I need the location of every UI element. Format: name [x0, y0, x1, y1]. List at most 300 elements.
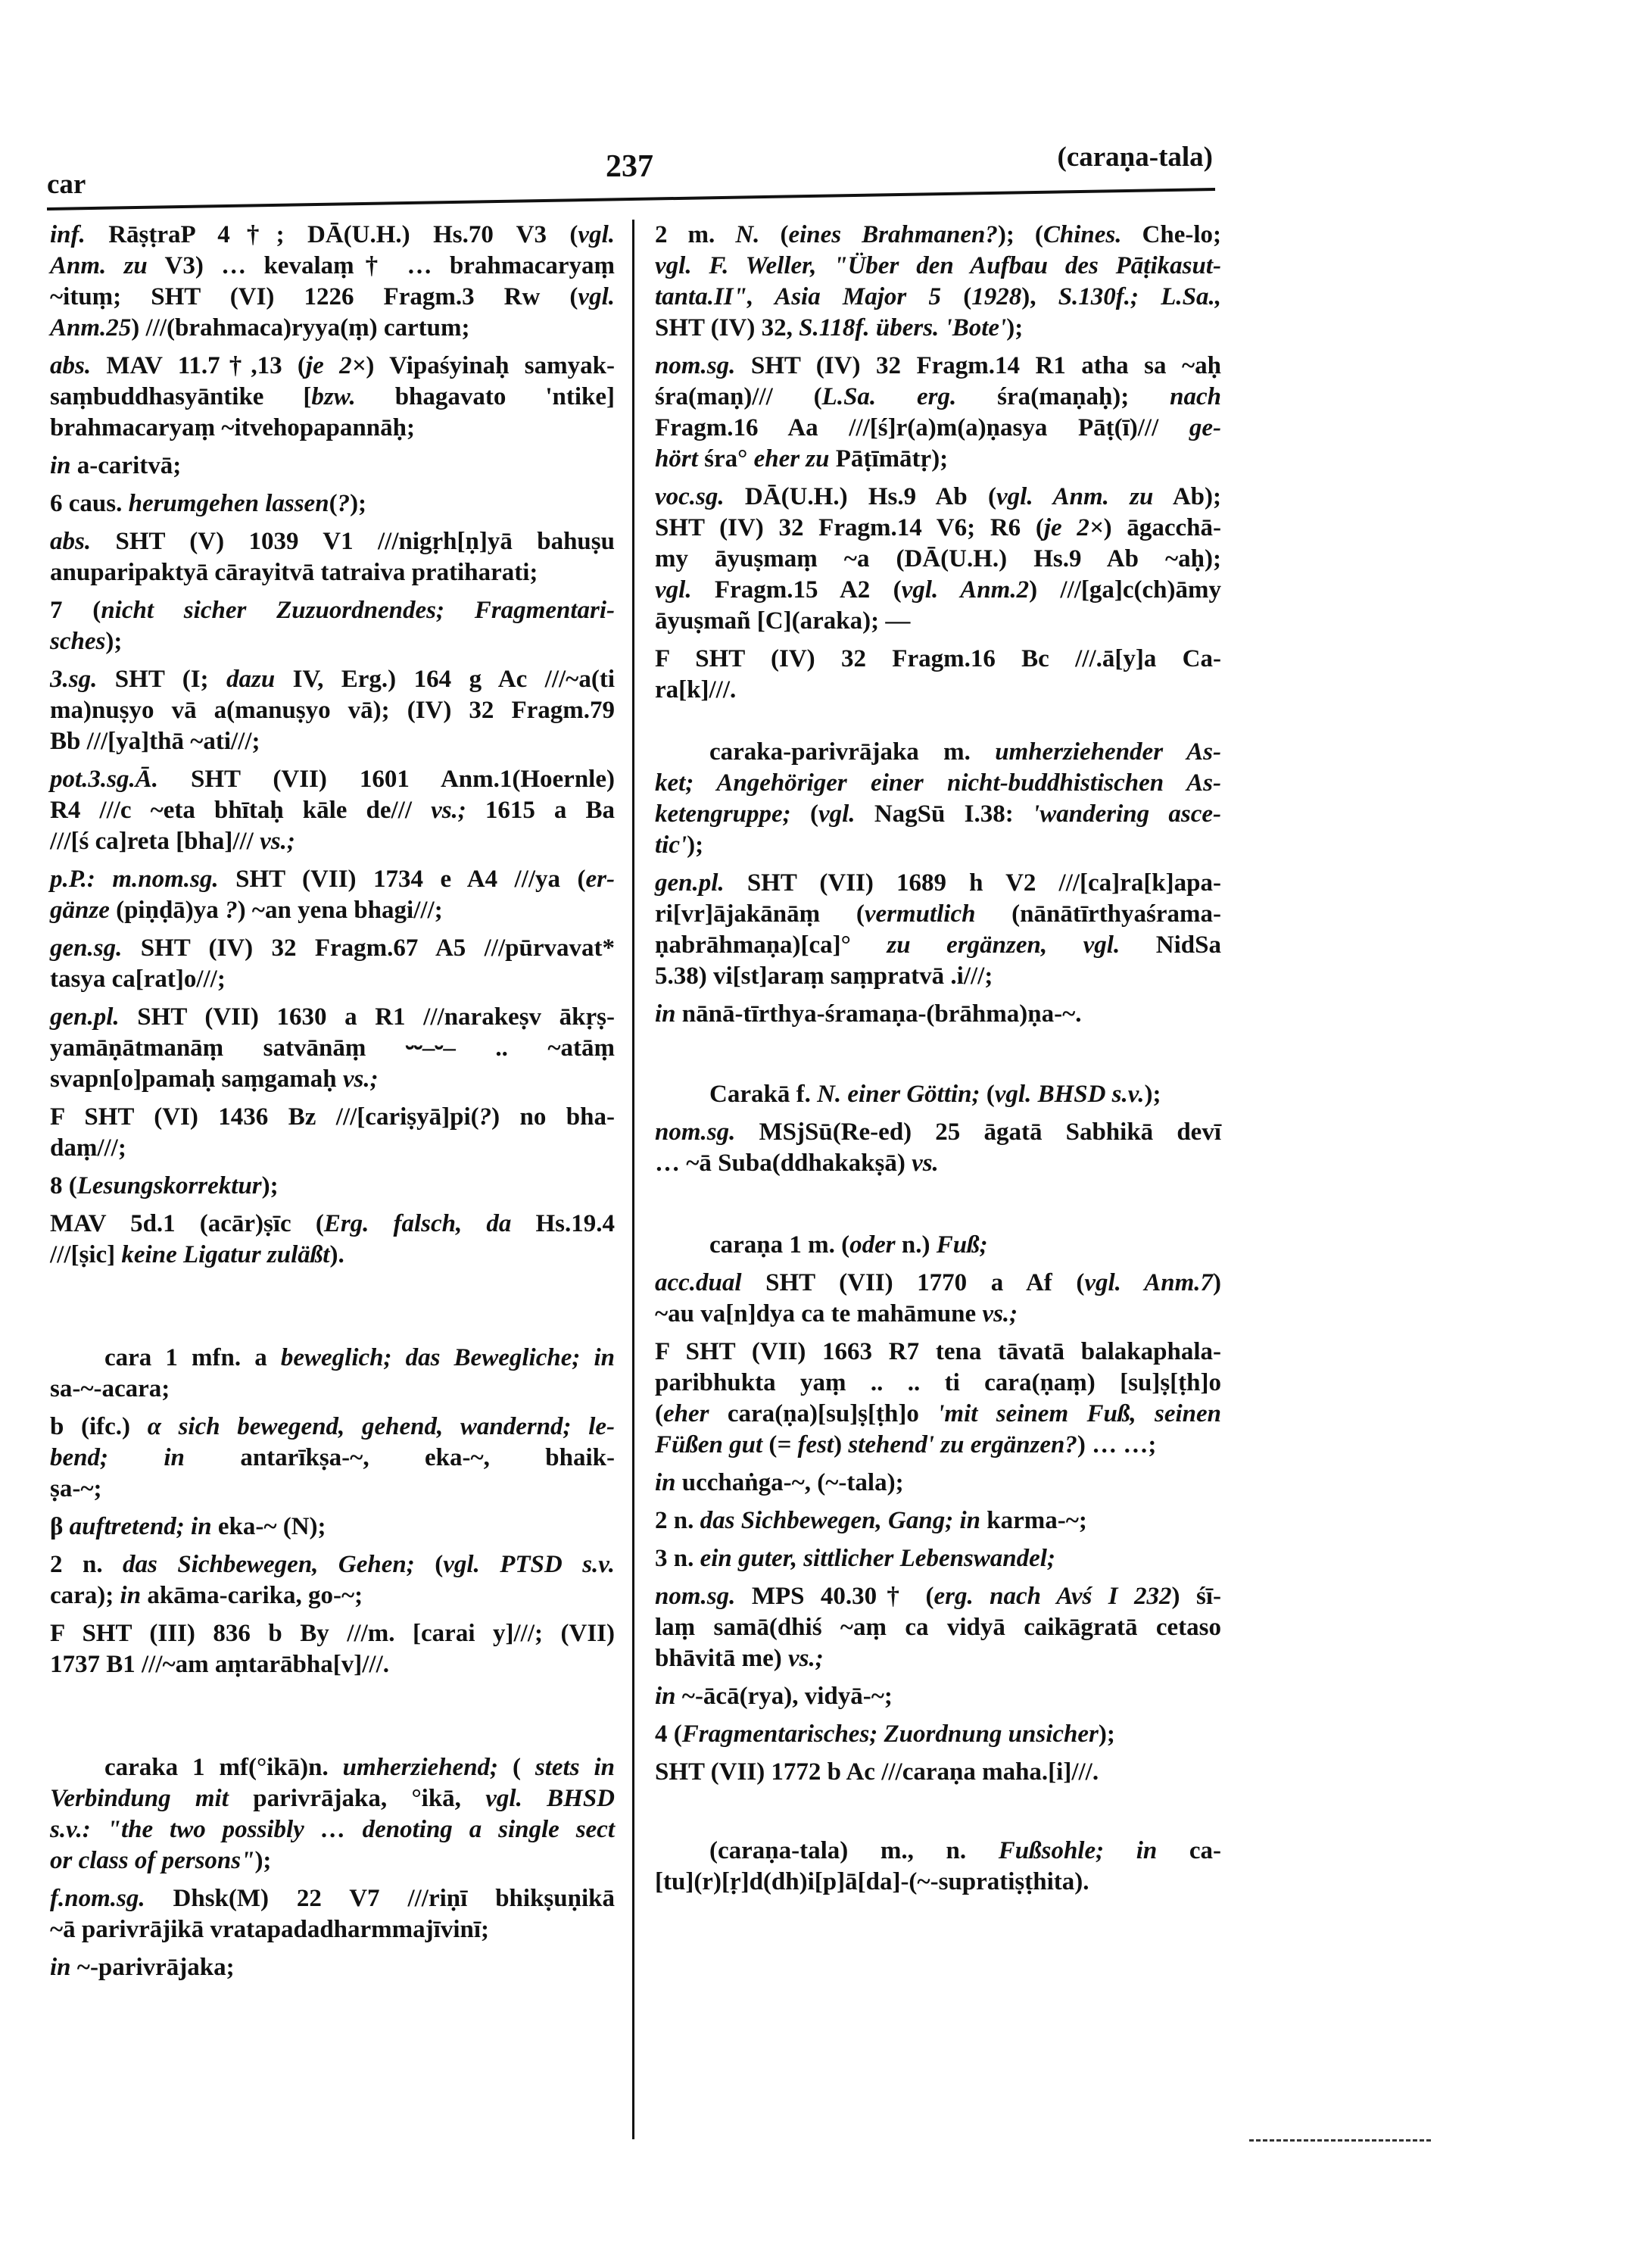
text-line [50, 1102, 615, 1133]
italic-text: Erg. falsch, da [323, 1210, 512, 1237]
italic-text: vgl. [818, 800, 856, 828]
roman-text: ); [1098, 1720, 1115, 1748]
text-line [50, 595, 615, 626]
entry-headword-paragraph [655, 1836, 1221, 1898]
roman-text: 8 ( [50, 1172, 77, 1200]
italic-text: nom.sg. [655, 1583, 736, 1610]
italic-text: nom.sg. [655, 352, 736, 379]
dictionary-entry [50, 1752, 615, 1983]
italic-text: eher zu [753, 445, 830, 473]
text-line [655, 644, 1221, 675]
roman-text: MAV 11.7†,13 ( [91, 352, 306, 379]
text-line [655, 513, 1221, 544]
italic-text: 1928 [971, 283, 1022, 310]
roman-text: ( [790, 800, 818, 828]
roman-text: RāṣṭraP 4†; DĀ(U.H.) Hs.70 V3 ( [85, 221, 578, 248]
roman-text: caraka 1 mf(°ikā)n. [104, 1754, 343, 1781]
italic-text: N. einer Göttin; [817, 1081, 980, 1108]
text-line [655, 1612, 1221, 1643]
roman-text: ra[k]///. [655, 676, 737, 703]
roman-text: śra° [697, 445, 754, 473]
italic-text: gen.pl. [50, 1003, 120, 1031]
roman-text: 5.38) vi[st]araṃ saṃpratvā .i///; [655, 962, 993, 990]
roman-text: ( [655, 1400, 663, 1427]
roman-text: Dhsk(M) 22 V7 ///riṇī bhikṣuṇikā [145, 1885, 615, 1912]
text-line [50, 1064, 615, 1095]
roman-text: ~-ācā(rya), vidyā-~; [675, 1683, 893, 1710]
roman-text: ( [498, 1754, 521, 1781]
text-line [50, 382, 615, 413]
text-line [655, 961, 1221, 992]
italic-text: das Sichbewegen, Gehen; [123, 1551, 415, 1578]
roman-text: ( [329, 490, 338, 517]
italic-text: ge- [1189, 414, 1221, 441]
text-line [50, 220, 615, 251]
text-line [655, 251, 1221, 282]
roman-text: ( [414, 1551, 444, 1578]
text-line [50, 864, 615, 895]
text-line [50, 1033, 615, 1064]
italic-text: auftretend; in [69, 1513, 212, 1540]
roman-text: ); [687, 831, 704, 859]
entry-sense-paragraph [50, 1952, 615, 1983]
roman-text: R4 ///c ~eta bhītaḥ kāle de/// [50, 797, 432, 824]
roman-text: … ~ā Suba(ddhakakṣā) [655, 1150, 912, 1177]
text-line [655, 575, 1221, 606]
text-line [50, 1783, 615, 1814]
entry-sense-paragraph [50, 451, 615, 482]
text-line [50, 826, 615, 857]
text-line [655, 899, 1221, 930]
text-line [50, 1649, 615, 1680]
roman-text: ~ituṃ; SHT (VI) 1226 Fragm.3 Rw ( [50, 283, 578, 310]
italic-text: nom.sg. [655, 1118, 736, 1146]
italic-text: je 2× [1043, 514, 1104, 541]
roman-text: ca- [1157, 1837, 1222, 1864]
italic-text: ein guter, sittlicher Lebenswandel; [700, 1545, 1055, 1572]
entry-sense-paragraph [655, 220, 1221, 344]
text-line [655, 220, 1221, 251]
italic-text: N. [735, 221, 760, 248]
entry-sense-paragraph [50, 526, 615, 588]
italic-text: vgl. F. Weller, "Über den Aufbau des Pāṭikasut- [655, 252, 1221, 279]
italic-text: 'wandering asce- [1033, 800, 1222, 828]
text-line [655, 1299, 1221, 1330]
entry-sense-paragraph [655, 482, 1221, 637]
roman-text: Che-lo; [1121, 221, 1221, 248]
italic-text: tanta.II", Asia Major 5 [655, 283, 941, 310]
text-line [655, 930, 1221, 961]
italic-text: s.v.: "the two possibly … denoting a single sect [50, 1816, 615, 1843]
roman-text: a-caritvā; [70, 452, 182, 479]
entry-sense-paragraph [655, 1117, 1221, 1179]
text-line [655, 1468, 1221, 1499]
roman-text: ( [941, 283, 972, 310]
roman-text: F SHT (IV) 32 Fragm.16 Bc ///.ā[y]a Ca- [655, 645, 1221, 672]
text-line [655, 868, 1221, 899]
italic-text: Lesungskorrektur [76, 1172, 262, 1200]
italic-text: Anm.25 [50, 314, 132, 342]
text-line [50, 1133, 615, 1164]
entry-sense-paragraph [50, 595, 615, 657]
roman-text: (nānātīrthyaśrama- [975, 900, 1221, 928]
roman-text: saṃbuddhasyāntike [ [50, 383, 312, 410]
roman-text: SHT (IV) 32 Fragm.14 R1 atha sa ~aḥ [735, 352, 1221, 379]
text-line [50, 1618, 615, 1649]
italic-text: nach [1170, 383, 1222, 410]
dictionary-entry [50, 220, 615, 1271]
text-line [50, 526, 615, 557]
italic-text: or class of persons" [50, 1847, 255, 1874]
text-line [50, 764, 615, 795]
italic-text: sches [50, 628, 106, 655]
roman-text: SHT (VII) 1770 a Af ( [741, 1269, 1085, 1296]
roman-text: ~-parivrājaka; [70, 1954, 235, 1981]
text-line [50, 313, 615, 344]
italic-text: ? [478, 1103, 492, 1131]
entry-sense-paragraph [655, 1468, 1221, 1499]
roman-text: cara 1 mfn. a [104, 1344, 281, 1371]
italic-text: Verbindung mit [50, 1785, 229, 1812]
text-line [655, 1836, 1221, 1867]
roman-text: akāma-carika, go-~; [141, 1582, 363, 1609]
roman-text: ) āgacchā- [1103, 514, 1221, 541]
text-line [655, 1430, 1221, 1461]
entry-sense-paragraph [50, 1171, 615, 1202]
roman-text: karma-~; [980, 1507, 1087, 1534]
roman-text: ) Vipaśyinaḥ samyak- [366, 352, 615, 379]
text-line [655, 830, 1221, 861]
roman-text: NagSū I.38: [855, 800, 1033, 828]
text-line [50, 1752, 615, 1783]
text-line [50, 1443, 615, 1474]
text-line [655, 799, 1221, 830]
roman-text: SHT (VII) 1630 a R1 ///narakeṣv ākṛṣ- [119, 1003, 615, 1031]
roman-text: SHT (IV) 32 Fragm.67 A5 ///pūrvavat* [122, 934, 615, 962]
dictionary-entry [655, 1079, 1221, 1179]
roman-text: 4 ( [655, 1720, 682, 1748]
running-header-right: (caraṇa-tala) [1057, 142, 1213, 173]
roman-text: ~ā parivrājikā vratapadadharmmajīvinī; [50, 1916, 489, 1943]
roman-text: ), [1021, 283, 1058, 310]
italic-text: vgl. Anm. zu [996, 483, 1154, 510]
entry-headword-paragraph [50, 1343, 615, 1405]
roman-text: svapn[o]pamaḥ saṃgamaḥ [50, 1065, 343, 1093]
entry-sense-paragraph [50, 933, 615, 995]
entry-sense-paragraph [655, 868, 1221, 992]
header-rule [0, 0, 1627, 242]
roman-text: 6 caus. [50, 490, 129, 517]
left-column [50, 220, 615, 1983]
italic-text: α sich bewegend, gehend, wandernd; le- [147, 1413, 615, 1440]
italic-text: in [50, 1954, 71, 1981]
roman-text: ma)nuṣyo vā a(manuṣyo vā); (IV) 32 Fragm.79 [50, 697, 615, 724]
roman-text: ( [980, 1081, 995, 1108]
italic-text: S.118f. übers. 'Bote' [799, 314, 1007, 342]
italic-text: abs. [50, 528, 92, 555]
roman-text: n.) [895, 1231, 937, 1259]
roman-text: 2 n. [50, 1551, 123, 1578]
text-line [50, 664, 615, 695]
roman-text: ); [105, 628, 123, 655]
entry-headword-paragraph [655, 1079, 1221, 1110]
text-line [655, 1543, 1221, 1574]
italic-text: hört [655, 445, 698, 473]
roman-text: ( [759, 221, 789, 248]
text-line [50, 1952, 615, 1983]
entry-sense-paragraph [655, 999, 1221, 1030]
italic-text: 'mit seinem Fuß, seinen [937, 1400, 1222, 1427]
text-line [655, 313, 1221, 344]
dictionary-entry [655, 737, 1221, 1030]
roman-text: caraṇa 1 m. ( [709, 1231, 850, 1259]
text-line [655, 482, 1221, 513]
italic-text: vs.; [788, 1645, 824, 1672]
italic-text: vgl. Anm.7 [1084, 1269, 1214, 1296]
roman-text: b (ifc.) [50, 1413, 148, 1440]
text-line [655, 1505, 1221, 1536]
roman-text: antarīkṣa-~, eka-~, bhaik- [184, 1444, 615, 1471]
italic-text: = fest [777, 1431, 834, 1458]
text-line [50, 726, 615, 757]
roman-text: ); [350, 490, 367, 517]
roman-text: 2 m. [655, 221, 736, 248]
entry-sense-paragraph [50, 764, 615, 857]
roman-text: ṇabrāhmaṇa)[ca]° [655, 931, 887, 959]
roman-text: ) no bha- [491, 1103, 615, 1131]
text-line [50, 282, 615, 313]
text-line [50, 964, 615, 995]
text-line [655, 444, 1221, 475]
italic-text: tic' [655, 831, 687, 859]
text-line [655, 768, 1221, 799]
roman-text: laṃ samā(dhiś ~aṃ ca vidyā caikāgratā cetaso [655, 1614, 1221, 1641]
text-line [50, 1002, 615, 1033]
roman-text: DĀ(U.H.) Hs.9 Ab ( [724, 483, 996, 510]
roman-text: SHT (VII) 1734 e A4 ///ya ( [218, 866, 586, 893]
italic-text: beweglich; das Bewegliche; in [280, 1344, 615, 1371]
text-line [655, 1230, 1221, 1261]
roman-text: 2 n. [655, 1507, 700, 1534]
text-line [655, 1399, 1221, 1430]
text-line [655, 1719, 1221, 1750]
text-line [655, 413, 1221, 444]
entry-sense-paragraph [50, 1883, 615, 1945]
italic-text: p.P.: m.nom.sg. [50, 866, 219, 893]
roman-text: (caraṇa-tala) m., n. [709, 1837, 999, 1864]
header-rule-line [47, 189, 1215, 209]
italic-text: vgl. PTSD s.v. [443, 1551, 615, 1578]
italic-text: dazu [226, 666, 276, 693]
italic-text: vgl. BHSD s.v. [994, 1081, 1145, 1108]
text-line [50, 1412, 615, 1443]
entry-sense-paragraph [50, 220, 615, 344]
italic-text: vgl. [578, 283, 615, 310]
running-header-left: car [47, 169, 86, 200]
roman-text: F SHT (VI) 1436 Bz ///[cariṣyā]pi( [50, 1103, 479, 1131]
roman-text: SHT (V) 1039 V1 ///nigṛh[ṇ]yā bahuṣu [91, 528, 615, 555]
italic-text: bzw. [311, 383, 356, 410]
text-line [50, 1814, 615, 1845]
entry-sense-paragraph [50, 864, 615, 926]
roman-text: Hs.19.4 [511, 1210, 616, 1237]
roman-text: ); ( [997, 221, 1043, 248]
italic-text: L.Sa. erg. [821, 383, 957, 410]
italic-text: in [655, 1469, 676, 1496]
text-line [655, 1117, 1221, 1148]
italic-text: gen.sg. [50, 934, 123, 962]
entry-sense-paragraph [655, 1581, 1221, 1674]
italic-text: je 2× [305, 352, 366, 379]
roman-text: tasya ca[rat]o///; [50, 966, 226, 993]
text-line [655, 382, 1221, 413]
italic-text: in [50, 452, 71, 479]
roman-text: ) ///[ga]c(ch)āmy [1029, 576, 1222, 604]
text-line [655, 1268, 1221, 1299]
italic-text: Anm. zu [50, 252, 148, 279]
entry-sense-paragraph [50, 1412, 615, 1505]
text-line [655, 282, 1221, 313]
italic-text: stets in [520, 1754, 615, 1781]
entry-sense-paragraph [50, 1102, 615, 1164]
entry-sense-paragraph [655, 1757, 1221, 1788]
italic-text: in [120, 1582, 142, 1609]
italic-text: oder [849, 1231, 896, 1259]
text-line [655, 1079, 1221, 1110]
roman-text: yamāṇātmanāṃ satvānāṃ ⏑⏑–⏑– .. ~atāṃ [50, 1034, 615, 1062]
italic-text: pot.3.sg.Ā. [50, 766, 159, 793]
italic-text: umherziehend; [342, 1754, 499, 1781]
page-number: 237 [606, 149, 653, 184]
right-column [655, 220, 1221, 1898]
roman-text: ( [762, 1431, 778, 1458]
roman-text: Fragm.16 Aa ///[ś]r(a)m(a)ṇasya Pāṭ(ī)/// [655, 414, 1189, 441]
entry-headword-paragraph [50, 1752, 615, 1876]
italic-text: abs. [50, 352, 92, 379]
text-line [655, 1581, 1221, 1612]
roman-text: bhāvitā me) [655, 1645, 788, 1672]
roman-text: Fragm.15 A2 ( [691, 576, 902, 604]
entry-sense-paragraph [50, 488, 615, 519]
roman-text: F SHT (VII) 1663 R7 tena tāvatā balakaphala- [655, 1338, 1221, 1365]
roman-text: ///[ṣic] [50, 1241, 122, 1268]
text-line [50, 895, 615, 926]
entry-sense-paragraph [655, 644, 1221, 706]
italic-text: f.nom.sg. [50, 1885, 145, 1912]
italic-text: acc.dual [655, 1269, 742, 1296]
italic-text: nicht sicher Zuzuordnendes; Fragmentari- [101, 597, 615, 624]
text-line [655, 1368, 1221, 1399]
text-line [50, 1845, 615, 1876]
roman-text: eka-~ (N); [211, 1513, 326, 1540]
text-line [50, 413, 615, 444]
roman-text: F SHT (III) 836 b By ///m. [carai y]///; (VII) [50, 1620, 615, 1647]
roman-text: ) ~an yena bhagi///; [237, 897, 443, 924]
roman-text: ) ///(brahmaca)ryya(ṃ) cartum; [131, 314, 470, 342]
roman-text: Bb ///[ya]thā ~ati///; [50, 728, 260, 755]
roman-text: MSjSū(Re-ed) 25 āgatā Sabhikā devī [735, 1118, 1221, 1146]
italic-text: in [655, 1000, 676, 1028]
roman-text: SHT (IV) 32, [655, 314, 799, 342]
italic-text: ket; Angehöriger einer nicht-buddhistischen As- [655, 769, 1221, 797]
text-line [50, 695, 615, 726]
roman-text: V3) … kevalaṃ† … brahmacaryaṃ [147, 252, 615, 279]
italic-text: ketengruppe; [655, 800, 791, 828]
entry-sense-paragraph [50, 1618, 615, 1680]
entry-headword-paragraph [655, 1230, 1221, 1261]
roman-text: ). [329, 1241, 344, 1268]
roman-text: SHT (IV) 32 Fragm.14 V6; R6 ( [655, 514, 1044, 541]
italic-text: 3.sg. [50, 666, 98, 693]
italic-text: vgl. Anm.2 [901, 576, 1030, 604]
text-line [50, 1914, 615, 1945]
roman-text: sa-~-acara; [50, 1375, 170, 1402]
italic-text: das Sichbewegen, Gang; in [700, 1507, 980, 1534]
text-line [50, 1511, 615, 1543]
roman-text: cara); [50, 1582, 120, 1609]
italic-text: voc.sg. [655, 483, 725, 510]
italic-text: Fußsohle; in [998, 1837, 1158, 1864]
text-line [655, 675, 1221, 706]
entry-sense-paragraph [655, 1505, 1221, 1536]
roman-text: SHT (VII) 1772 b Ac ///caraṇa maha.[i]///. [655, 1758, 1099, 1786]
roman-text: ///[ś ca]reta [bha]/// [50, 828, 260, 855]
text-line [50, 1580, 615, 1611]
italic-text: eines Brahmanen? [788, 221, 998, 248]
roman-text: Ab); [1153, 483, 1221, 510]
italic-text: vs.; [431, 797, 466, 824]
text-line [50, 933, 615, 964]
roman-text: 3 n. [655, 1545, 700, 1572]
italic-text: S.130f.; L.Sa., [1058, 283, 1221, 310]
roman-text: 7 ( [50, 597, 101, 624]
roman-text: MAV 5d.1 (acār)ṣīc ( [50, 1210, 324, 1237]
roman-text: ṣa-~; [50, 1475, 102, 1502]
text-line [50, 251, 615, 282]
text-line [655, 1643, 1221, 1674]
text-line [50, 795, 615, 826]
roman-text: SHT (VII) 1601 Anm.1(Hoernle) [158, 766, 615, 793]
dictionary-entry [655, 1836, 1221, 1898]
roman-text: 1615 a Ba [466, 797, 616, 824]
text-line [50, 451, 615, 482]
text-line [50, 351, 615, 382]
roman-text: MPS 40.30† ( [735, 1583, 934, 1610]
scan-artifact-line [1249, 2139, 1431, 2142]
entry-sense-paragraph [50, 1549, 615, 1611]
roman-text: ucchaṅga-~, (~-tala); [675, 1469, 904, 1496]
roman-text: ); [261, 1172, 279, 1200]
text-line [655, 1757, 1221, 1788]
text-line [50, 1374, 615, 1405]
roman-text: śra(maṇ)/// ( [655, 383, 822, 410]
roman-text: parivrājaka, °ikā, [228, 1785, 486, 1812]
text-line [655, 544, 1221, 575]
roman-text: anuparipaktyā cārayitvā tatraiva pratiharati; [50, 559, 538, 586]
text-line [50, 1474, 615, 1505]
roman-text: ) [834, 1431, 849, 1458]
roman-text: ) [1213, 1269, 1222, 1296]
italic-text: in [655, 1683, 676, 1710]
italic-text: keine Ligatur zuläßt [121, 1241, 330, 1268]
text-line [50, 1343, 615, 1374]
italic-text: herumgehen lassen [128, 490, 329, 517]
italic-text: gänze [50, 897, 110, 924]
italic-text: Chines. [1043, 221, 1122, 248]
roman-text: Carakā f. [709, 1081, 818, 1108]
text-line [50, 626, 615, 657]
roman-text: [tu](r)[ṛ]d(dh)i[p]ā[da]-(~-supratiṣṭhita). [655, 1868, 1089, 1895]
